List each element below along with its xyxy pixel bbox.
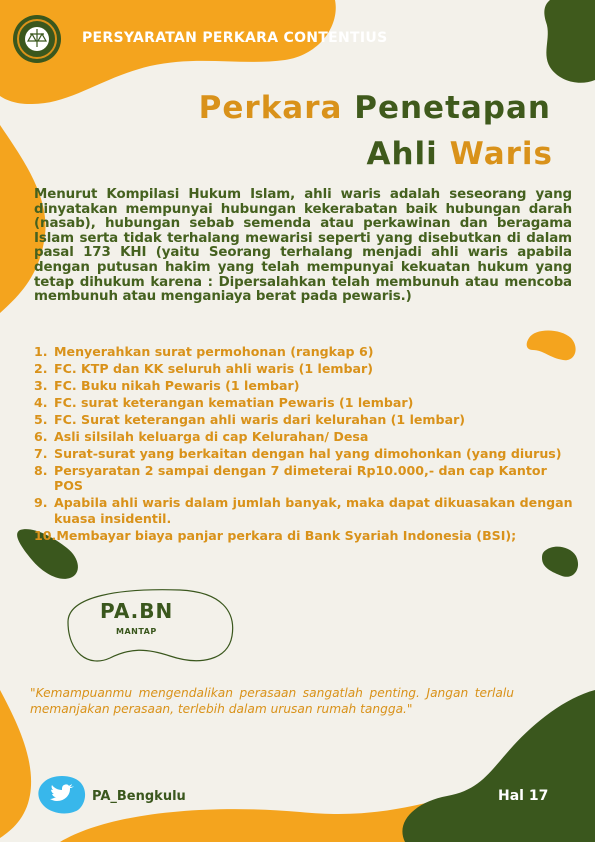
twitter-bird-icon[interactable] [38, 774, 86, 814]
requirement-text: Apabila ahli waris dalam jumlah banyak, maka dapat dikuasakan dengan kuasa insidentil. [54, 495, 573, 526]
requirement-item [34, 429, 574, 444]
requirement-number: 10. [34, 527, 57, 543]
requirement-text: FC. Surat keterangan ahli waris dari kelurahan (1 lembar) [54, 412, 466, 427]
right-green-drop [540, 544, 580, 580]
header-title: PERSYARATAN PERKARA CONTENTIUS [82, 30, 388, 46]
requirement-number: 3. [34, 378, 48, 393]
title-line-2 [367, 136, 554, 172]
requirement-text: FC. surat keterangan kematian Pewaris (1 lembar) [54, 395, 414, 410]
quote-text: "Kemampuanmu mengendalikan perasaan sangatlah penting. Jangan terlalu memanjakan perasaan, terlebih dalam urusan rumah tangga." [30, 686, 514, 716]
badge-title: PA.BN [100, 599, 174, 623]
title-word-ahli: Ahli [366, 136, 438, 172]
requirement-item [34, 495, 574, 526]
requirement-item [34, 344, 574, 359]
requirement-number: 5. [34, 412, 48, 427]
requirement-item [34, 446, 574, 461]
requirement-number: 1. [34, 344, 48, 359]
requirement-text: FC. KTP dan KK seluruh ahli waris (1 lembar) [54, 361, 373, 376]
title-word-waris: Waris [449, 136, 553, 172]
requirement-item [34, 378, 574, 393]
top-right-green-blob [510, 0, 595, 90]
requirement-number: 4. [34, 395, 48, 410]
court-emblem-icon [12, 14, 62, 64]
requirement-text: Surat-surat yang berkaitan dengan hal yang dimohonkan (yang diurus) [54, 446, 562, 461]
requirement-text: FC. Buku nikah Pewaris (1 lembar) [54, 378, 300, 393]
intro-paragraph: Menurut Kompilasi Hukum Islam, ahli waris adalah seseorang yang dinyatakan mempunyai hubungan kekerabatan baik hubungan darah (nasab), hubungan sebab semenda atau perkawinan dan beragama Islam serta tidak terhalang mewarisi seperti yang disebutkan di dalam pasal 173 KHI (yaitu Seorang terhalang menjadi ahli waris apabila dengan putusan hakim yang telah mempunyai kekuatan hukum yang tetap dihukum karena : Dipersalahkan telah membunuh atau mencoba membunuh atau menganiaya berat pada pewaris.) [34, 187, 572, 305]
requirement-text: Menyerahkan surat permohonan (rangkap 6) [54, 344, 374, 359]
requirement-item [34, 395, 574, 410]
twitter-handle[interactable]: PA_Bengkulu [92, 789, 186, 804]
requirements-list [34, 344, 574, 545]
page-number: Hal 17 [498, 788, 549, 804]
requirement-item [34, 412, 574, 427]
requirement-number: 8. [34, 463, 48, 478]
requirement-number: 6. [34, 429, 48, 444]
title-line-1 [199, 90, 551, 126]
title-word-penetapan: Penetapan [354, 90, 551, 126]
title-word-perkara: Perkara [198, 90, 343, 126]
requirement-number: 7. [34, 446, 48, 461]
requirement-text: Membayar biaya panjar perkara di Bank Syariah Indonesia (BSI); [56, 527, 517, 543]
requirement-number: 2. [34, 361, 48, 376]
requirement-number: 9. [34, 495, 48, 511]
requirement-item [34, 528, 574, 543]
requirement-item [34, 361, 574, 376]
badge-subtitle: MANTAP [116, 627, 157, 636]
requirement-text: Asli silsilah keluarga di cap Kelurahan/ Desa [54, 429, 369, 444]
requirement-text: Persyaratan 2 sampai dengan 7 dimeterai Rp10.000,- dan cap Kantor POS [54, 463, 547, 494]
requirement-item [34, 463, 574, 494]
